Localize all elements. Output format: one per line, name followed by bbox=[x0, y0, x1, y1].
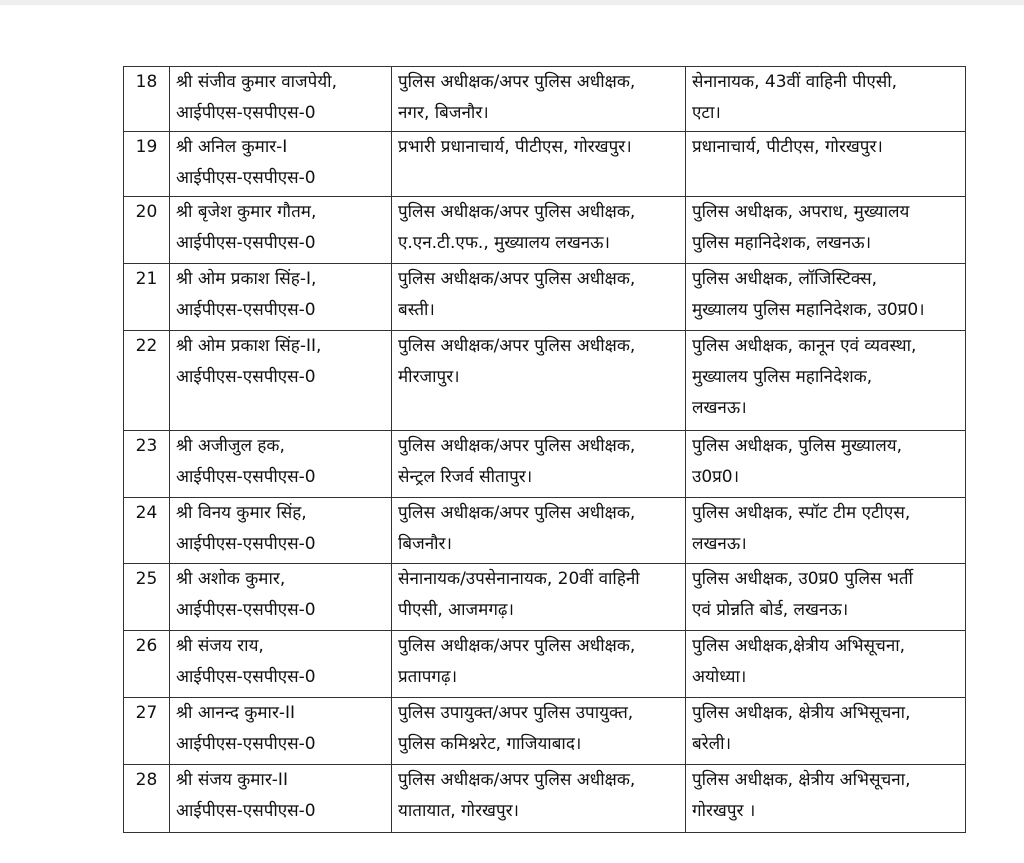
officer-cadre: आईपीएस-एसपीएस-0 bbox=[176, 300, 316, 320]
officer-cadre: आईपीएस-एसपीएस-0 bbox=[176, 233, 316, 253]
current-posting-cell bbox=[392, 498, 686, 564]
new-posting-line: पुलिस महानिदेशक, लखनऊ। bbox=[692, 233, 872, 253]
officer-name-cell bbox=[170, 564, 392, 631]
new-posting-line: गोरखपुर । bbox=[692, 801, 756, 821]
new-posting-line: पुलिस अधीक्षक, उ0प्र0 पुलिस भर्ती bbox=[692, 569, 913, 589]
officer-name-cell bbox=[170, 264, 392, 331]
new-posting-cell bbox=[686, 67, 966, 132]
new-posting-line: सेनानायक, 43वीं वाहिनी पीएसी, bbox=[692, 72, 898, 92]
new-posting-line: पुलिस अधीक्षक, स्पॉट टीम एटीएस, bbox=[692, 503, 911, 523]
current-posting-cell bbox=[392, 765, 686, 833]
new-posting-cell bbox=[686, 331, 966, 431]
current-posting-cell bbox=[392, 132, 686, 197]
new-posting-line: पुलिस अधीक्षक,क्षेत्रीय अभिसूचना, bbox=[692, 636, 906, 656]
officer-cadre: आईपीएस-एसपीएस-0 bbox=[176, 667, 316, 687]
officer-name-cell bbox=[170, 197, 392, 264]
current-posting-cell bbox=[392, 564, 686, 631]
serial-number-cell bbox=[124, 498, 170, 564]
serial-number: 24 bbox=[135, 503, 158, 523]
officer-name: श्री अनिल कुमार-I bbox=[176, 137, 288, 157]
new-posting-line: उ0प्र0। bbox=[692, 467, 740, 487]
table-row bbox=[124, 431, 966, 498]
new-posting-cell bbox=[686, 431, 966, 498]
new-posting-line: पुलिस अधीक्षक, क्षेत्रीय अभिसूचना, bbox=[692, 703, 911, 723]
officer-name: श्री संजय कुमार-II bbox=[176, 770, 288, 790]
new-posting-cell bbox=[686, 564, 966, 631]
serial-number-cell bbox=[124, 431, 170, 498]
current-posting-line: पुलिस अधीक्षक/अपर पुलिस अधीक्षक, bbox=[398, 269, 636, 289]
current-posting-line: सेनानायक/उपसेनानायक, 20वीं वाहिनी bbox=[398, 569, 640, 589]
current-posting-line: नगर, बिजनौर। bbox=[398, 103, 489, 123]
new-posting-cell bbox=[686, 132, 966, 197]
new-posting-line: पुलिस अधीक्षक, अपराध, मुख्यालय bbox=[692, 202, 910, 222]
new-posting-line: पुलिस अधीक्षक, लॉजिस्टिक्स, bbox=[692, 269, 877, 289]
officer-name-cell bbox=[170, 631, 392, 698]
serial-number-cell bbox=[124, 67, 170, 132]
current-posting-line: पीएसी, आजमगढ़। bbox=[398, 600, 514, 620]
officer-cadre: आईपीएस-एसपीएस-0 bbox=[176, 534, 316, 554]
current-posting-line: पुलिस अधीक्षक/अपर पुलिस अधीक्षक, bbox=[398, 770, 636, 790]
current-posting-line: प्रतापगढ़। bbox=[398, 667, 458, 687]
serial-number-cell bbox=[124, 331, 170, 431]
officer-name: श्री बृजेश कुमार गौतम, bbox=[176, 202, 317, 222]
new-posting-line: मुख्यालय पुलिस महानिदेशक, bbox=[692, 367, 873, 387]
table-row bbox=[124, 564, 966, 631]
current-posting-cell bbox=[392, 631, 686, 698]
current-posting-cell bbox=[392, 264, 686, 331]
table-row bbox=[124, 132, 966, 197]
serial-number: 19 bbox=[135, 137, 158, 157]
officer-name: श्री ओम प्रकाश सिंह-II, bbox=[176, 336, 322, 356]
serial-number: 26 bbox=[135, 636, 158, 656]
table-row bbox=[124, 331, 966, 431]
current-posting-cell bbox=[392, 431, 686, 498]
officer-name: श्री संजय राय, bbox=[176, 636, 264, 656]
table-row bbox=[124, 631, 966, 698]
officer-name-cell bbox=[170, 698, 392, 765]
current-posting-cell bbox=[392, 197, 686, 264]
current-posting-cell bbox=[392, 331, 686, 431]
serial-number-cell bbox=[124, 564, 170, 631]
new-posting-line: एवं प्रोन्नति बोर्ड, लखनऊ। bbox=[692, 600, 849, 620]
officer-cadre: आईपीएस-एसपीएस-0 bbox=[176, 734, 316, 754]
officer-cadre: आईपीएस-एसपीएस-0 bbox=[176, 103, 316, 123]
new-posting-line: अयोध्या। bbox=[692, 667, 747, 687]
new-posting-cell bbox=[686, 498, 966, 564]
transfer-table bbox=[123, 66, 966, 833]
top-edge-strip bbox=[0, 0, 1024, 5]
officer-name: श्री ओम प्रकाश सिंह-I, bbox=[176, 269, 317, 289]
serial-number-cell bbox=[124, 132, 170, 197]
new-posting-cell bbox=[686, 264, 966, 331]
current-posting-line: सेन्ट्रल रिजर्व सीतापुर। bbox=[398, 467, 533, 487]
serial-number: 18 bbox=[135, 72, 158, 92]
officer-cadre: आईपीएस-एसपीएस-0 bbox=[176, 367, 316, 387]
new-posting-cell bbox=[686, 698, 966, 765]
officer-cadre: आईपीएस-एसपीएस-0 bbox=[176, 168, 316, 188]
serial-number: 28 bbox=[135, 770, 158, 790]
current-posting-line: पुलिस उपायुक्त/अपर पुलिस उपायुक्त, bbox=[398, 703, 634, 723]
current-posting-cell bbox=[392, 698, 686, 765]
serial-number-cell bbox=[124, 264, 170, 331]
officer-name-cell bbox=[170, 67, 392, 132]
officer-name: श्री आनन्द कुमार-II bbox=[176, 703, 296, 723]
new-posting-line: पुलिस अधीक्षक, क्षेत्रीय अभिसूचना, bbox=[692, 770, 911, 790]
current-posting-line: पुलिस अधीक्षक/अपर पुलिस अधीक्षक, bbox=[398, 636, 636, 656]
new-posting-cell bbox=[686, 197, 966, 264]
current-posting-line: मीरजापुर। bbox=[398, 367, 460, 387]
current-posting-line: प्रभारी प्रधानाचार्य, पीटीएस, गोरखपुर। bbox=[398, 137, 632, 157]
new-posting-line: पुलिस अधीक्षक, पुलिस मुख्यालय, bbox=[692, 436, 903, 456]
officer-name-cell bbox=[170, 765, 392, 833]
table-row bbox=[124, 498, 966, 564]
current-posting-line: यातायात, गोरखपुर। bbox=[398, 801, 520, 821]
serial-number: 20 bbox=[135, 202, 158, 222]
serial-number-cell bbox=[124, 197, 170, 264]
table-row bbox=[124, 264, 966, 331]
new-posting-line: लखनऊ। bbox=[692, 534, 747, 554]
serial-number-cell bbox=[124, 765, 170, 833]
officer-cadre: आईपीएस-एसपीएस-0 bbox=[176, 467, 316, 487]
new-posting-line: मुख्यालय पुलिस महानिदेशक, उ0प्र0। bbox=[692, 300, 925, 320]
officer-cadre: आईपीएस-एसपीएस-0 bbox=[176, 801, 316, 821]
table-row bbox=[124, 67, 966, 132]
current-posting-line: पुलिस अधीक्षक/अपर पुलिस अधीक्षक, bbox=[398, 72, 636, 92]
table-row bbox=[124, 698, 966, 765]
officer-name-cell bbox=[170, 132, 392, 197]
current-posting-line: पुलिस अधीक्षक/अपर पुलिस अधीक्षक, bbox=[398, 202, 636, 222]
officer-name-cell bbox=[170, 498, 392, 564]
officer-name: श्री विनय कुमार सिंह, bbox=[176, 503, 307, 523]
officer-cadre: आईपीएस-एसपीएस-0 bbox=[176, 600, 316, 620]
new-posting-line: प्रधानाचार्य, पीटीएस, गोरखपुर। bbox=[692, 137, 883, 157]
serial-number: 21 bbox=[135, 269, 158, 289]
serial-number-cell bbox=[124, 698, 170, 765]
officer-name: श्री संजीव कुमार वाजपेयी, bbox=[176, 72, 337, 92]
current-posting-cell bbox=[392, 67, 686, 132]
new-posting-cell bbox=[686, 765, 966, 833]
officer-name: श्री अशोक कुमार, bbox=[176, 569, 286, 589]
table-body bbox=[124, 67, 966, 833]
new-posting-line: बरेली। bbox=[692, 734, 732, 754]
current-posting-line: बस्ती। bbox=[398, 300, 435, 320]
current-posting-line: पुलिस अधीक्षक/अपर पुलिस अधीक्षक, bbox=[398, 436, 636, 456]
current-posting-line: ए.एन.टी.एफ., मुख्यालय लखनऊ। bbox=[398, 233, 610, 253]
serial-number: 25 bbox=[135, 569, 158, 589]
current-posting-line: बिजनौर। bbox=[398, 534, 452, 554]
current-posting-line: पुलिस अधीक्षक/अपर पुलिस अधीक्षक, bbox=[398, 336, 636, 356]
current-posting-line: पुलिस अधीक्षक/अपर पुलिस अधीक्षक, bbox=[398, 503, 636, 523]
new-posting-cell bbox=[686, 631, 966, 698]
current-posting-line: पुलिस कमिश्नरेट, गाजियाबाद। bbox=[398, 734, 582, 754]
table-row bbox=[124, 197, 966, 264]
new-posting-line: लखनऊ। bbox=[692, 398, 747, 418]
new-posting-line: पुलिस अधीक्षक, कानून एवं व्यवस्था, bbox=[692, 336, 917, 356]
new-posting-line: एटा। bbox=[692, 103, 721, 123]
table-row bbox=[124, 765, 966, 833]
officer-name-cell bbox=[170, 331, 392, 431]
serial-number: 27 bbox=[135, 703, 158, 723]
serial-number-cell bbox=[124, 631, 170, 698]
serial-number: 23 bbox=[135, 436, 158, 456]
serial-number: 22 bbox=[135, 336, 158, 356]
officer-name: श्री अजीजुल हक, bbox=[176, 436, 285, 456]
officer-name-cell bbox=[170, 431, 392, 498]
